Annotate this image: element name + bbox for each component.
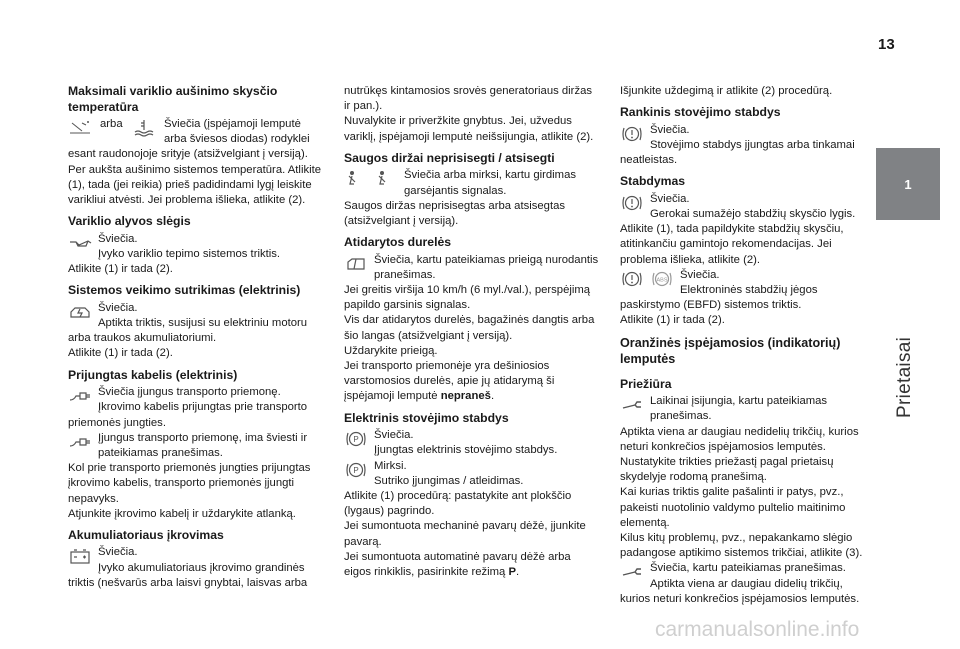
handbrake-body: neatleistas. xyxy=(620,154,678,167)
section-title: Akumuliatoriaus įkrovimas xyxy=(68,527,224,542)
battery-icon xyxy=(68,545,98,569)
abs-icon xyxy=(650,268,680,292)
coolant-temperature-icon xyxy=(132,117,164,141)
coolant-temperature-icon xyxy=(68,117,100,141)
oil-body: Atlikite (1) ir tada (2). xyxy=(68,263,173,276)
orange-lamps-heading: Oranžinės įspėjamosios (indikatorių) lemputės xyxy=(620,335,841,366)
parking-brake-p-icon xyxy=(344,459,374,483)
section-charging-cable xyxy=(68,368,324,522)
watermark: carmanualsonline.info xyxy=(655,618,860,641)
section-coolant xyxy=(68,84,324,208)
epb-lead-2: Mirksi. Sutriko įjungimas / atleidimas. xyxy=(374,459,524,487)
handbrake-lead: Šviečia. Stovėjimo stabdys įjungtas arba tinkamai xyxy=(650,123,855,151)
service-body-2: kurios neturi konkrečios įspėjamosios lemputės. xyxy=(620,592,860,605)
svg-text:P: P xyxy=(353,435,359,445)
ebfd-body: paskirstymo (EBFD) sistemos triktis. Atlikite (1) ir tada (2). xyxy=(620,299,802,327)
cable-lead-1: Šviečia įjungus transporto priemonę. Įkrovimo kabelis prijungtas prie transporto xyxy=(98,386,308,414)
section-electric-parking-brake xyxy=(344,411,600,581)
epb-continued: Išjunkite uždegimą ir atlikite (2) procedūrą. xyxy=(620,85,833,97)
service-lead: Laikinai įsijungia, kartu pateikiamas pranešimas. xyxy=(650,395,828,423)
section-title: Stabdymas xyxy=(620,174,686,189)
service-body: Aptikta viena ar daugiau nedidelių trikčių, kurios neturi konkrečios įspėjamosios lemputės. Nustatykite trikties priežastį pagal prietaisų skydelyje rodomą pranešimą. Kai kurias triktis galite pašalinti ir patys, pvz., pakeisti nuotolinio valdymo pultelio maitinimo elementą. Kilus kitų problemų, pvz., nepakankamo slėgio padangose aptikimo sistemos trikčiai, atlikite (3). xyxy=(620,425,863,560)
svg-text:ABS: ABS xyxy=(656,277,668,284)
ebfd-lead: Šviečia. Elektroninės stabdžių jėgos xyxy=(680,268,818,297)
electric-lead: Šviečia. Aptikta triktis, susijusi su elektriniu motoru xyxy=(98,301,308,330)
oil-pressure-icon xyxy=(68,232,98,256)
brakes-body: Atlikite (1), tada papildykite stabdžių skysčiu, atitinkančiu gamintojo rekomendacijas. Jei problema išlieka, atlikite (2). xyxy=(620,223,844,266)
electric-body: arba traukos akumuliatoriumi. Atlikite (1) ir tada (2). xyxy=(68,332,217,360)
chapter-label: Prietaisai xyxy=(894,336,915,418)
epb-body: Atlikite (1) procedūrą: pastatykite ant plokščio (lygaus) pagrindo. Jei sumontuota mechaninė pavarų dėžė, įjunkite pavarą. Jei sumontuota automatinė pavarų dėžė arba eigos rinkiklis, pasirinkite režimą P. xyxy=(344,489,586,578)
section-title: Prijungtas kabelis (elektrinis) xyxy=(68,367,238,382)
section-brakes xyxy=(620,174,876,328)
section-title: Rankinis stovėjimo stabdys xyxy=(620,105,781,120)
battery-continued: nutrūkęs kintamosios srovės generatoriaus diržas ir pan.). Nuvalykite ir priveržkite gnybtus. Jei, užvedus variklį, įspėjamoji lemputė neišsijungia, atlikite (2). xyxy=(344,85,594,143)
section-title: Atidarytos durelės xyxy=(344,235,452,250)
service-lead-2: Šviečia, kartu pateikiamas pranešimas. Aptikta viena ar daugiau didelių trikčių, xyxy=(650,562,846,590)
wrench-icon xyxy=(620,561,650,585)
brake-fluid-icon xyxy=(620,268,650,292)
section-title: Elektrinis stovėjimo stabdys xyxy=(344,410,509,425)
seatbelt-lead: Šviečia arba mirksi, kartu girdimas garsėjantis signalas. xyxy=(404,169,577,197)
charging-cable-icon xyxy=(68,431,98,455)
seatbelt-body: Saugos diržas neprisisegtas arba atsisegtas (atsižvelgiant į versiją). xyxy=(344,199,566,227)
cable-body-1: priemonės jungties. xyxy=(68,416,166,429)
brake-warning-icon xyxy=(620,123,650,147)
parking-brake-p-icon xyxy=(344,428,374,452)
epb-lead-1: Šviečia. Įjungtas elektrinis stovėjimo stabdys. xyxy=(374,429,558,457)
cable-body-2: Kol prie transporto priemonės jungties prijungtas įkrovimo kabelis, transporto priemonės įjungti nepavyks. Atjunkite įkrovimo kabelį ir uždarykite atlanką. xyxy=(68,462,311,520)
coolant-lead: Šviečia (įspėjamoji lemputė arba šviesos diodas) rodyklei xyxy=(164,118,310,146)
oil-lead: Šviečia. Įvyko variklio tepimo sistemos triktis. xyxy=(98,232,281,260)
coolant-body: esant raudonojoje srityje (atsižvelgiant į versiją). Per aukšta aušinimo sistemos temperatūra. Atlikite (1), tada (jei reikia) prieš padidindami lygį leiskite varikliui atvėsti. Jei problema išlieka, atlikite (2). xyxy=(68,148,322,207)
wrench-icon xyxy=(620,394,650,418)
doors-body: Jei greitis viršija 10 km/h (6 myl./val.), perspėjimą papildo garsinis signalas. Vis dar atidarytos durelės, bagažinės dangtis arba šio langas (atsižvelgiant į versiją). Uždarykite prieigą. Jei transporto priemonėje yra dešiniosios varstomosios durelės, apie jų atidarymą ši įspėjamoji lemputė nepraneš. xyxy=(344,284,595,403)
section-handbrake xyxy=(620,105,876,168)
chapter-number: 1 xyxy=(876,148,940,220)
brakes-lead: Šviečia. Gerokai sumažėjo stabdžių skysčio lygis. xyxy=(650,192,856,221)
seatbelt-icon xyxy=(374,168,404,192)
column-2 xyxy=(344,84,600,586)
chapter-tab xyxy=(876,148,960,568)
cable-lead-2: Įjungus transporto priemonę, ima šviesti ir pateikiamas pranešimas. xyxy=(98,431,308,459)
section-seatbelt xyxy=(344,151,600,229)
charging-cable-icon xyxy=(68,385,98,409)
brake-fluid-icon xyxy=(620,192,650,216)
section-title: Maksimali variklio aušinimo skysčio temperatūra xyxy=(68,84,278,114)
electric-fault-icon xyxy=(68,301,98,325)
battery-body: triktis (nešvarūs arba laisvi gnybtai, laisvas arba xyxy=(68,576,308,589)
section-electric-fault xyxy=(68,283,324,361)
section-service xyxy=(620,377,876,607)
section-title: Variklio alyvos slėgis xyxy=(68,214,191,229)
section-title: Priežiūra xyxy=(620,376,672,391)
section-doors xyxy=(344,235,600,405)
svg-text:P: P xyxy=(353,465,359,475)
battery-lead: Šviečia. Įvyko akumuliatoriaus įkrovimo grandinės xyxy=(98,546,305,574)
section-battery xyxy=(68,528,324,591)
section-oil xyxy=(68,214,324,277)
section-title: Sistemos veikimo sutrikimas (elektrinis) xyxy=(68,283,301,298)
doors-lead: Šviečia, kartu pateikiamas prieigą nurodantis pranešimas. xyxy=(374,253,599,281)
or-label: arba xyxy=(100,118,123,130)
column-3 xyxy=(620,84,876,613)
section-title: Saugos diržai neprisisegti / atsisegti xyxy=(344,150,555,165)
open-door-icon xyxy=(344,253,374,277)
seatbelt-icon xyxy=(344,168,374,192)
page-number: 13 xyxy=(878,36,895,53)
column-1 xyxy=(68,84,324,597)
